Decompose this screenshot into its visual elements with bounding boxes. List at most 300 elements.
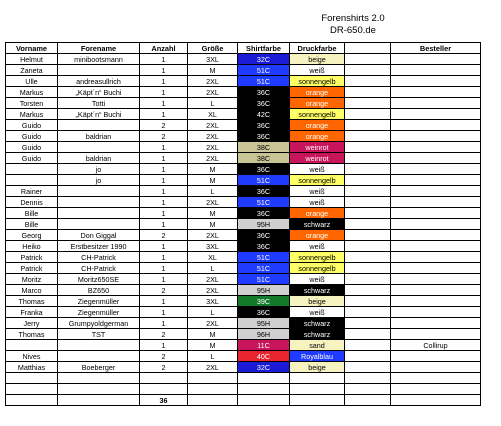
cell-druckfarbe: schwarz <box>290 219 345 230</box>
cell-extra <box>345 307 391 318</box>
cell-groesse: 2XL <box>188 142 238 153</box>
cell-druckfarbe: schwarz <box>290 285 345 296</box>
cell-shirtfarbe: 36C <box>238 230 290 241</box>
cell-shirtfarbe: 40C <box>238 351 290 362</box>
cell-besteller <box>391 208 481 219</box>
cell-forename: CH-Patrick <box>58 252 140 263</box>
cell-forename <box>58 340 140 351</box>
cell-shirtfarbe: 96H <box>238 329 290 340</box>
cell-druckfarbe: weiß <box>290 241 345 252</box>
cell-extra <box>345 230 391 241</box>
cell-groesse: 3XL <box>188 296 238 307</box>
cell-extra <box>345 164 391 175</box>
cell-extra <box>345 362 391 373</box>
empty-cell <box>6 395 58 406</box>
table-row <box>6 296 481 307</box>
cell-besteller <box>391 131 481 142</box>
cell-anzahl: 2 <box>140 362 188 373</box>
cell-groesse: L <box>188 186 238 197</box>
cell-vorname: Markus <box>6 109 58 120</box>
cell-anzahl: 2 <box>140 285 188 296</box>
col-header-besteller: Besteller <box>391 43 481 54</box>
cell-besteller <box>391 230 481 241</box>
empty-cell <box>238 384 290 395</box>
cell-groesse: M <box>188 175 238 186</box>
cell-druckfarbe: orange <box>290 87 345 98</box>
table-row <box>6 131 481 142</box>
empty-cell <box>238 395 290 406</box>
empty-cell <box>188 395 238 406</box>
cell-besteller <box>391 76 481 87</box>
cell-besteller <box>391 142 481 153</box>
cell-vorname: Ulle <box>6 76 58 87</box>
cell-vorname: Helmut <box>6 54 58 65</box>
empty-cell <box>290 395 345 406</box>
cell-forename <box>58 351 140 362</box>
cell-groesse: M <box>188 208 238 219</box>
cell-forename: baldrian <box>58 131 140 142</box>
col-header-shirtfarbe: Shirtfarbe <box>238 43 290 54</box>
cell-extra <box>345 54 391 65</box>
cell-druckfarbe: weiß <box>290 197 345 208</box>
cell-groesse: M <box>188 219 238 230</box>
cell-shirtfarbe: 36C <box>238 120 290 131</box>
cell-extra <box>345 285 391 296</box>
table-row <box>6 241 481 252</box>
cell-vorname: Zaneta <box>6 65 58 76</box>
cell-groesse: XL <box>188 252 238 263</box>
cell-shirtfarbe: 36C <box>238 164 290 175</box>
cell-shirtfarbe: 36C <box>238 98 290 109</box>
cell-vorname: Torsten <box>6 98 58 109</box>
cell-forename: jo <box>58 164 140 175</box>
document-header <box>293 13 413 37</box>
cell-forename <box>58 120 140 131</box>
cell-druckfarbe: weiß <box>290 186 345 197</box>
cell-forename: BZ650 <box>58 285 140 296</box>
cell-groesse: 2XL <box>188 362 238 373</box>
cell-druckfarbe: orange <box>290 98 345 109</box>
cell-vorname: Rainer <box>6 186 58 197</box>
cell-forename: Ziegenmüller <box>58 296 140 307</box>
cell-vorname: Georg <box>6 230 58 241</box>
cell-forename: Don Giggal <box>58 230 140 241</box>
cell-shirtfarbe: 39C <box>238 296 290 307</box>
cell-anzahl: 1 <box>140 153 188 164</box>
cell-anzahl: 1 <box>140 340 188 351</box>
table-row <box>6 230 481 241</box>
table-row <box>6 164 481 175</box>
cell-druckfarbe: weiß <box>290 274 345 285</box>
cell-besteller <box>391 285 481 296</box>
cell-vorname: Bille <box>6 219 58 230</box>
cell-extra <box>345 340 391 351</box>
table-row <box>6 351 481 362</box>
empty-cell <box>345 395 391 406</box>
cell-vorname: Guido <box>6 142 58 153</box>
cell-anzahl: 1 <box>140 219 188 230</box>
cell-druckfarbe: sonnengelb <box>290 175 345 186</box>
cell-druckfarbe: weiß <box>290 65 345 76</box>
cell-anzahl: 1 <box>140 252 188 263</box>
cell-shirtfarbe: 36C <box>238 241 290 252</box>
cell-vorname: Markus <box>6 87 58 98</box>
cell-groesse: L <box>188 263 238 274</box>
cell-groesse: M <box>188 340 238 351</box>
table-row <box>6 142 481 153</box>
cell-besteller <box>391 274 481 285</box>
cell-druckfarbe: orange <box>290 131 345 142</box>
cell-vorname: Franka <box>6 307 58 318</box>
cell-groesse: 3XL <box>188 54 238 65</box>
cell-groesse: L <box>188 307 238 318</box>
table-row <box>6 76 481 87</box>
cell-shirtfarbe: 36C <box>238 307 290 318</box>
empty-cell <box>6 384 58 395</box>
cell-forename: TST <box>58 329 140 340</box>
cell-druckfarbe: sonnengelb <box>290 252 345 263</box>
cell-druckfarbe: sonnengelb <box>290 263 345 274</box>
cell-forename: andreasullrich <box>58 76 140 87</box>
cell-groesse: L <box>188 351 238 362</box>
empty-cell <box>140 373 188 384</box>
cell-druckfarbe: sand <box>290 340 345 351</box>
cell-vorname: Patrick <box>6 263 58 274</box>
cell-groesse: M <box>188 329 238 340</box>
cell-extra <box>345 219 391 230</box>
cell-druckfarbe: schwarz <box>290 318 345 329</box>
cell-extra <box>345 186 391 197</box>
cell-extra <box>345 120 391 131</box>
cell-anzahl: 1 <box>140 318 188 329</box>
cell-besteller <box>391 175 481 186</box>
cell-shirtfarbe: 32C <box>238 362 290 373</box>
cell-vorname: Moritz <box>6 274 58 285</box>
table-row <box>6 186 481 197</box>
cell-shirtfarbe: 42C <box>238 109 290 120</box>
cell-extra <box>345 329 391 340</box>
table-row <box>6 340 481 351</box>
cell-vorname: Patrick <box>6 252 58 263</box>
table-row <box>6 153 481 164</box>
cell-shirtfarbe: 36C <box>238 131 290 142</box>
cell-anzahl: 2 <box>140 351 188 362</box>
cell-groesse: 2XL <box>188 274 238 285</box>
cell-druckfarbe: beige <box>290 296 345 307</box>
table-row <box>6 54 481 65</box>
cell-druckfarbe: schwarz <box>290 329 345 340</box>
cell-anzahl: 1 <box>140 54 188 65</box>
cell-vorname: Jerry <box>6 318 58 329</box>
cell-extra <box>345 208 391 219</box>
header-row <box>6 43 481 54</box>
cell-anzahl: 1 <box>140 208 188 219</box>
cell-besteller <box>391 263 481 274</box>
cell-besteller <box>391 351 481 362</box>
cell-besteller <box>391 296 481 307</box>
cell-vorname: Marco <box>6 285 58 296</box>
cell-besteller <box>391 329 481 340</box>
cell-anzahl: 2 <box>140 120 188 131</box>
empty-cell <box>290 384 345 395</box>
cell-extra <box>345 175 391 186</box>
empty-cell <box>391 395 481 406</box>
order-table <box>5 42 481 406</box>
cell-extra <box>345 197 391 208</box>
cell-shirtfarbe: 36C <box>238 186 290 197</box>
cell-shirtfarbe: 51C <box>238 197 290 208</box>
cell-shirtfarbe: 95H <box>238 219 290 230</box>
cell-vorname <box>6 175 58 186</box>
cell-besteller <box>391 197 481 208</box>
cell-anzahl: 1 <box>140 76 188 87</box>
cell-vorname: Guido <box>6 120 58 131</box>
cell-extra <box>345 318 391 329</box>
cell-vorname <box>6 340 58 351</box>
table-row <box>6 307 481 318</box>
table-row <box>6 109 481 120</box>
cell-anzahl: 1 <box>140 241 188 252</box>
col-header-groesse: Größe <box>188 43 238 54</box>
table-row <box>6 362 481 373</box>
cell-groesse: M <box>188 164 238 175</box>
cell-anzahl: 1 <box>140 109 188 120</box>
cell-anzahl: 1 <box>140 296 188 307</box>
cell-besteller <box>391 362 481 373</box>
cell-shirtfarbe: 36C <box>238 208 290 219</box>
cell-shirtfarbe: 95H <box>238 285 290 296</box>
cell-druckfarbe: orange <box>290 208 345 219</box>
table-row <box>6 98 481 109</box>
cell-besteller: Collirup <box>391 340 481 351</box>
cell-groesse: M <box>188 65 238 76</box>
empty-cell <box>391 384 481 395</box>
cell-anzahl: 1 <box>140 164 188 175</box>
cell-besteller <box>391 219 481 230</box>
cell-anzahl: 1 <box>140 175 188 186</box>
cell-besteller <box>391 87 481 98</box>
cell-extra <box>345 76 391 87</box>
cell-groesse: 3XL <box>188 241 238 252</box>
cell-druckfarbe: sonnengelb <box>290 109 345 120</box>
empty-cell <box>188 373 238 384</box>
cell-vorname: Dennis <box>6 197 58 208</box>
table-row <box>6 87 481 98</box>
cell-druckfarbe: weinrot <box>290 153 345 164</box>
cell-vorname <box>6 164 58 175</box>
cell-forename: jo <box>58 175 140 186</box>
cell-vorname: Thomas <box>6 329 58 340</box>
cell-extra <box>345 296 391 307</box>
table-row <box>6 263 481 274</box>
cell-vorname: Thomas <box>6 296 58 307</box>
cell-shirtfarbe: 36C <box>238 87 290 98</box>
cell-anzahl: 2 <box>140 329 188 340</box>
cell-besteller <box>391 252 481 263</box>
cell-besteller <box>391 109 481 120</box>
cell-shirtfarbe: 51C <box>238 65 290 76</box>
cell-shirtfarbe: 51C <box>238 263 290 274</box>
cell-druckfarbe: Royalblau <box>290 351 345 362</box>
cell-forename: Erstbesitzer 1990 <box>58 241 140 252</box>
cell-besteller <box>391 98 481 109</box>
cell-druckfarbe: weinrot <box>290 142 345 153</box>
cell-druckfarbe: orange <box>290 120 345 131</box>
cell-shirtfarbe: 11C <box>238 340 290 351</box>
total-count: 36 <box>140 395 188 406</box>
empty-cell <box>58 373 140 384</box>
empty-row <box>6 384 481 395</box>
empty-cell <box>6 373 58 384</box>
empty-cell <box>391 373 481 384</box>
cell-shirtfarbe: 38C <box>238 153 290 164</box>
cell-extra <box>345 351 391 362</box>
cell-druckfarbe: weiß <box>290 307 345 318</box>
cell-forename: Grumpyoldgerman <box>58 318 140 329</box>
cell-groesse: 2XL <box>188 76 238 87</box>
cell-druckfarbe: weiß <box>290 164 345 175</box>
cell-besteller <box>391 153 481 164</box>
empty-cell <box>345 384 391 395</box>
empty-cell <box>58 395 140 406</box>
cell-groesse: 2XL <box>188 285 238 296</box>
cell-extra <box>345 153 391 164</box>
empty-cell <box>188 384 238 395</box>
col-header-anzahl: Anzahl <box>140 43 188 54</box>
cell-besteller <box>391 307 481 318</box>
cell-anzahl: 1 <box>140 98 188 109</box>
cell-groesse: 2XL <box>188 131 238 142</box>
cell-groesse: XL <box>188 109 238 120</box>
col-header-forename: Forename <box>58 43 140 54</box>
document-subtitle: DR-650.de <box>330 25 376 36</box>
table-row <box>6 329 481 340</box>
cell-anzahl: 1 <box>140 307 188 318</box>
cell-vorname: Bille <box>6 208 58 219</box>
empty-cell <box>238 373 290 384</box>
cell-forename: CH-Patrick <box>58 263 140 274</box>
cell-groesse: 2XL <box>188 197 238 208</box>
cell-extra <box>345 274 391 285</box>
cell-forename <box>58 142 140 153</box>
cell-shirtfarbe: 38C <box>238 142 290 153</box>
cell-anzahl: 1 <box>140 263 188 274</box>
cell-forename: Boeberger <box>58 362 140 373</box>
cell-anzahl: 1 <box>140 87 188 98</box>
cell-groesse: 2XL <box>188 230 238 241</box>
cell-shirtfarbe: 51C <box>238 175 290 186</box>
cell-extra <box>345 98 391 109</box>
empty-cell <box>345 373 391 384</box>
cell-anzahl: 1 <box>140 274 188 285</box>
cell-besteller <box>391 318 481 329</box>
cell-besteller <box>391 241 481 252</box>
cell-vorname: Matthias <box>6 362 58 373</box>
cell-shirtfarbe: 95H <box>238 318 290 329</box>
table-row <box>6 219 481 230</box>
document-title: Forenshirts 2.0 <box>321 13 385 24</box>
table-row <box>6 65 481 76</box>
table-row <box>6 175 481 186</box>
cell-forename <box>58 65 140 76</box>
cell-groesse: 2XL <box>188 120 238 131</box>
cell-shirtfarbe: 51C <box>238 76 290 87</box>
table-row <box>6 120 481 131</box>
cell-vorname: Heiko <box>6 241 58 252</box>
cell-druckfarbe: beige <box>290 362 345 373</box>
cell-extra <box>345 65 391 76</box>
cell-anzahl: 1 <box>140 186 188 197</box>
cell-vorname: Guido <box>6 131 58 142</box>
cell-forename <box>58 219 140 230</box>
cell-extra <box>345 241 391 252</box>
cell-forename: „Käpt´n“ Buchi <box>58 109 140 120</box>
total-row <box>6 395 481 406</box>
cell-forename: „Käpt´n“ Buchi <box>58 87 140 98</box>
cell-groesse: L <box>188 98 238 109</box>
empty-cell <box>140 384 188 395</box>
cell-besteller <box>391 186 481 197</box>
col-header-druckfarbe: Druckfarbe <box>290 43 345 54</box>
cell-forename: Ziegenmüller <box>58 307 140 318</box>
empty-cell <box>58 384 140 395</box>
table-row <box>6 252 481 263</box>
cell-groesse: 2XL <box>188 153 238 164</box>
cell-forename <box>58 186 140 197</box>
table-row <box>6 285 481 296</box>
cell-forename: Totti <box>58 98 140 109</box>
cell-anzahl: 2 <box>140 131 188 142</box>
cell-extra <box>345 131 391 142</box>
cell-forename <box>58 208 140 219</box>
cell-besteller <box>391 54 481 65</box>
cell-anzahl: 1 <box>140 65 188 76</box>
col-header-vorname: Vorname <box>6 43 58 54</box>
cell-anzahl: 2 <box>140 230 188 241</box>
cell-extra <box>345 109 391 120</box>
cell-druckfarbe: sonnengelb <box>290 76 345 87</box>
cell-extra <box>345 252 391 263</box>
cell-anzahl: 1 <box>140 142 188 153</box>
table-row <box>6 274 481 285</box>
cell-forename: baldrian <box>58 153 140 164</box>
table-row <box>6 208 481 219</box>
cell-anzahl: 1 <box>140 197 188 208</box>
cell-besteller <box>391 164 481 175</box>
cell-besteller <box>391 65 481 76</box>
cell-druckfarbe: beige <box>290 54 345 65</box>
cell-shirtfarbe: 51C <box>238 274 290 285</box>
cell-forename: Moritz650SE <box>58 274 140 285</box>
col-header-blank <box>345 43 391 54</box>
cell-vorname: Guido <box>6 153 58 164</box>
cell-forename <box>58 197 140 208</box>
cell-groesse: 2XL <box>188 318 238 329</box>
cell-extra <box>345 87 391 98</box>
cell-extra <box>345 263 391 274</box>
cell-extra <box>345 142 391 153</box>
empty-row <box>6 373 481 384</box>
cell-besteller <box>391 120 481 131</box>
cell-shirtfarbe: 32C <box>238 54 290 65</box>
cell-druckfarbe: orange <box>290 230 345 241</box>
cell-forename: minibootsmann <box>58 54 140 65</box>
table-row <box>6 318 481 329</box>
cell-shirtfarbe: 51C <box>238 252 290 263</box>
empty-cell <box>290 373 345 384</box>
cell-vorname: Nives <box>6 351 58 362</box>
cell-groesse: 2XL <box>188 87 238 98</box>
